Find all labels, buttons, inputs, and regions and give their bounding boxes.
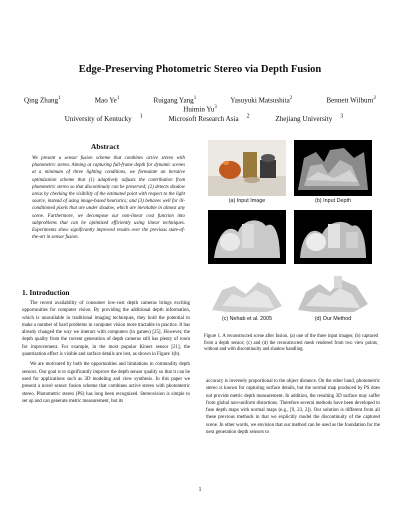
affiliations — [20, 114, 380, 123]
author-row — [20, 94, 380, 105]
figure-caption: Figure 1. A reconstructed scene after fusion. (a) one of the three input images; (b) captured from a depth sensor; (c) and (d) the reconstructed mesh rendered from two view points, without and with discontinuity and shadow handling. — [204, 334, 378, 353]
affiliation-2: Microsoft Research Asia $^2$ — [168, 114, 250, 124]
paper-title: Edge-Preserving Photometric Stereo via Depth Fusion — [78, 64, 322, 75]
author-4: Yasuyuki Matsushita$^2$ — [230, 96, 293, 105]
section-heading-introduction: 1. Introduction — [22, 288, 70, 297]
affiliation-1: University of Kentucky $^1$ — [64, 114, 143, 124]
figure-panel-nehab-bottom — [208, 266, 286, 314]
author-6: Huimin Yu$^3$ — [183, 105, 217, 114]
author-1: Qing Zhang$^1$ — [24, 96, 61, 105]
figure-panel-input-depth — [294, 140, 372, 196]
intro-body — [22, 300, 190, 405]
figure-panel-input-image — [208, 140, 286, 196]
figure-panel-ours-bottom — [294, 266, 372, 314]
figure-panel-nehab-top — [208, 210, 286, 264]
author-5: Bennett Wilburn$^2$ — [326, 96, 376, 105]
author-2: Mao Ye$^1$ — [94, 96, 120, 105]
figure-label-d: (d) Our Method — [314, 316, 352, 322]
abstract-text: We present a sensor fusion scheme that combines active stereo with photometric stereo. Aiming at capturing full-frame depth for dynamic scenes at a minimum of three lighting conditions, we formulate an iterative optimization scheme that (1) adaptively adjusts the contribution from photometric stereo so that discontinuity can be preserved; (2) detects shadow areas by checking the visibility of the estimated point with respect to the light source, instead of using image-based heuristics; and (3) behaves well for ill-conditioned pixels that are under shadow, which are inevitable in almost any scene. Furthermore, we decompose our non-linear cost function into subproblems that can be optimized efficiently using linear techniques. Experiments show significantly improved results over the previous state-of-the-art in sensor fusion. — [32, 156, 185, 241]
figure-label-b: (b) Input Depth — [315, 198, 351, 204]
figure-label-c: (c) Nehab et al. 2005 — [221, 316, 273, 322]
page-number: 1 — [198, 487, 202, 493]
intro-paragraph-2: We are motivated by both the opportunities and limitations in commodity depth sensors. Our goal is to significantly improve the depth sensor quality so that it can be used for applications such as 3D modeling and view synthesis. In this paper we present a novel sensor fusion scheme that combines active stereo with photometric stereo. Photometric stereo (PS) has long been recognized. Stereovision is simple to set up and can generate metric measurement, but its — [22, 362, 190, 404]
figure-1 — [204, 140, 380, 332]
author-block — [20, 94, 380, 105]
affiliation-3: Zhejiang University $^3$ — [275, 114, 344, 124]
figure-label-a: (a) Input Image — [228, 198, 266, 204]
abstract-heading: Abstract — [90, 142, 120, 151]
author-3: Ruigang Yang$^1$ — [153, 96, 197, 105]
right-column-body: accuracy is inversely proportional to the object distance. On the other hand, photometric stereo is known for capturing surface details, but the normal map produced by PS does not provide metric depth measurement. In addition, the resulting 3D surface may suffer from global non-uniform distortions. Therefore several methods have been developed to fuse depth maps with normal maps (e.g., [9, 23, 2]). Our solution is different from all these previous methods in that we explicitly model the discontinuity of the captured scene. In other words, we envision that our method can be used as the foundation for the next generation depth sensors to — [206, 379, 380, 436]
figure-panel-ours-top — [294, 210, 372, 264]
intro-paragraph-1: The recent availability of consumer low-cost depth cameras brings exciting opportunities for computer vision. By providing the additional depth information, which is unavailable in traditional imaging techniques, they hold the potential to make a number of hard problems in computer vision more tractable in practice. It has already changed the way we interact with computers (in games) [25]. However, the depth quality from the current generation of depth cameras still has plenty of room for improvement. For example, in the most popular Kinect sensor [21], the quantization effect is visible and surface details are lost, as shown in Figure 1(b). — [22, 301, 190, 358]
